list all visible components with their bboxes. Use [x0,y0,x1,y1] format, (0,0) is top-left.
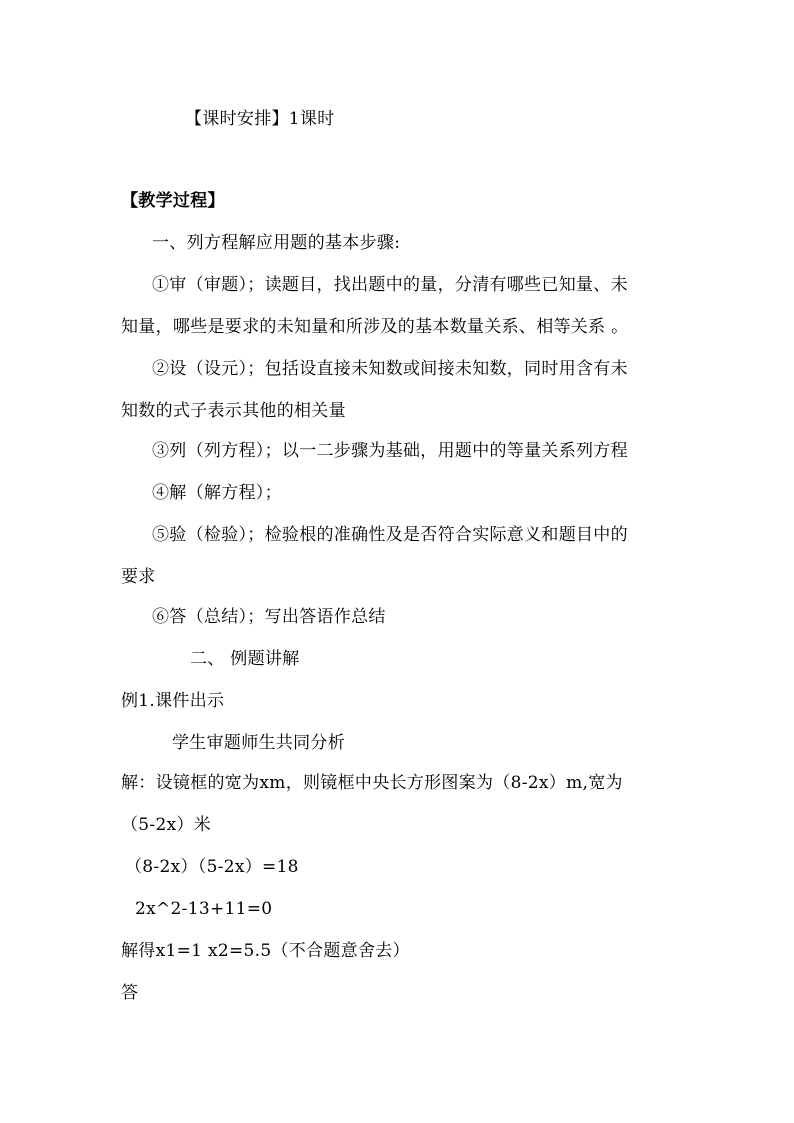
steps-heading: 一、列方程解应用题的基本步骤: [152,233,401,253]
step-5-line-2: 要求 [121,567,156,587]
step-4: ④解（解方程）； [152,483,282,503]
answer-line: 答 [121,983,139,1003]
step-5-line-1: ⑤验（检验）；检验根的准确性及是否符合实际意义和题目中的 [152,525,628,545]
teaching-process-heading: 【教学过程】 [121,191,225,211]
example-heading: 二、 例题讲解 [190,649,300,669]
example-1: 例1.课件出示 [121,691,225,711]
analysis-line: 学生审题师生共同分析 [172,733,345,753]
step-1-line-1: ①审（审题）；读题目，找出题中的量，分清有哪些已知量、未 [152,275,628,295]
solution-line-1: 解：设镜框的宽为xm，则镜框中央长方形图案为（8-2x）m,宽为 [121,773,623,793]
step-1-line-2: 知量，哪些是要求的未知量和所涉及的基本数量关系、相等关系 。 [121,317,629,337]
step-2-line-2: 知数的式子表示其他的相关量 [121,401,346,421]
step-6: ⑥答（总结）；写出答语作总结 [152,607,386,627]
roots-line: 解得x1=1 x2=5.5（不合题意舍去） [121,941,410,961]
equation-1: （8-2x）（5-2x）=18 [125,857,299,877]
lesson-schedule: 【课时安排】1课时 [185,109,335,129]
step-2-line-1: ②设（设元）；包括设直接未知数或间接未知数，同时用含有未 [152,359,628,379]
solution-line-2: （5-2x）米 [121,815,212,835]
step-3: ③列（列方程）；以一二步骤为基础，用题中的等量关系列方程 [152,441,628,461]
equation-2: 2x^2-13+11=0 [135,899,273,919]
